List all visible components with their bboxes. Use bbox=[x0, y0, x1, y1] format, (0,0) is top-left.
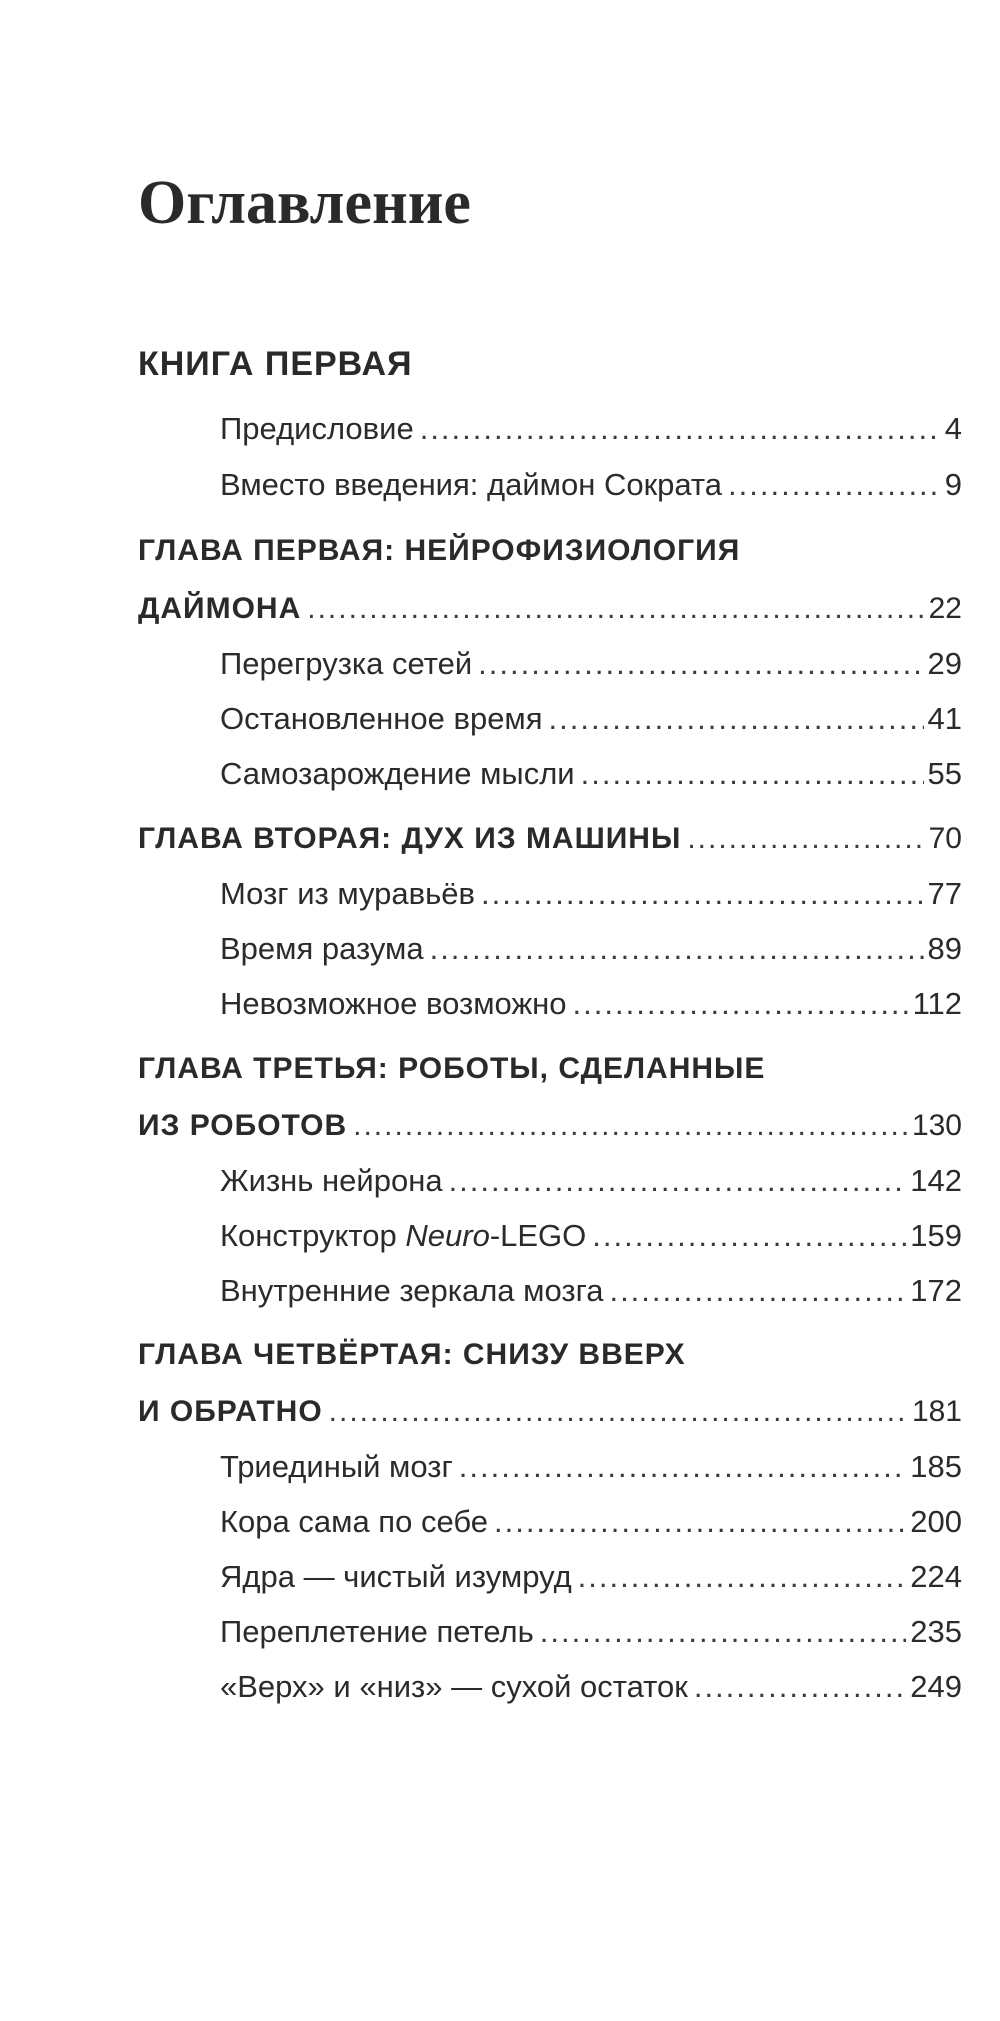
toc-chapter-1[interactable] bbox=[138, 585, 962, 633]
dot-leader bbox=[573, 980, 909, 1028]
page-number: 4 bbox=[944, 411, 962, 446]
entry-label: Остановленное время bbox=[220, 701, 543, 736]
chapter-title-line2: И ОБРАТНО bbox=[138, 1395, 323, 1428]
entry-label-italic: Neuro bbox=[405, 1218, 490, 1253]
page-number: 249 bbox=[910, 1669, 962, 1704]
toc-entry[interactable] bbox=[220, 695, 962, 743]
chapter-title-line2: ИЗ РОБОТОВ bbox=[138, 1109, 348, 1142]
entry-label: «Верх» и «низ» — сухой остаток bbox=[220, 1669, 688, 1704]
page-number: 159 bbox=[910, 1218, 962, 1253]
toc-entry[interactable] bbox=[220, 1663, 962, 1711]
toc-entry-introduction[interactable] bbox=[220, 461, 962, 509]
dot-leader bbox=[459, 1443, 906, 1491]
toc-entry[interactable] bbox=[220, 1267, 962, 1315]
entry-label bbox=[220, 1212, 586, 1260]
chapter-title-line2: ДАЙМОНА bbox=[138, 592, 302, 625]
dot-leader bbox=[728, 461, 941, 509]
chapter-heading-line1 bbox=[138, 1045, 962, 1093]
page-number: 200 bbox=[910, 1504, 962, 1539]
page-number: 172 bbox=[910, 1273, 962, 1308]
chapter-title: ГЛАВА ВТОРАЯ: ДУХ ИЗ МАШИНЫ bbox=[138, 822, 682, 855]
dot-leader bbox=[329, 1388, 908, 1436]
dot-leader bbox=[609, 1267, 906, 1315]
toc-entry[interactable] bbox=[220, 1498, 962, 1546]
dot-leader bbox=[549, 695, 924, 743]
book-heading bbox=[138, 340, 962, 388]
entry-label: Внутренние зеркала мозга bbox=[220, 1273, 604, 1308]
page-number: 41 bbox=[927, 701, 962, 736]
entry-label: Ядра — чистый изумруд bbox=[220, 1559, 572, 1594]
entry-label: Время разума bbox=[220, 931, 424, 966]
dot-leader bbox=[353, 1102, 908, 1150]
entry-label: Жизнь нейрона bbox=[220, 1163, 443, 1198]
entry-label-suffix: -LEGO bbox=[489, 1218, 587, 1253]
entry-label: Триединый мозг bbox=[220, 1449, 453, 1484]
toc-chapter-3[interactable] bbox=[138, 1102, 962, 1150]
page-number: 89 bbox=[927, 931, 962, 966]
dot-leader bbox=[478, 640, 923, 688]
page-title: Оглавление bbox=[138, 169, 471, 237]
page-number: 55 bbox=[927, 756, 962, 791]
chapter-title-line1: ГЛАВА ТРЕТЬЯ: РОБОТЫ, СДЕЛАННЫЕ bbox=[138, 1052, 766, 1085]
toc-chapter-4[interactable] bbox=[138, 1388, 962, 1436]
chapter-heading-line1 bbox=[138, 527, 962, 575]
page-number: 22 bbox=[928, 592, 962, 625]
toc-entry[interactable] bbox=[220, 1608, 962, 1656]
page-number: 77 bbox=[927, 876, 962, 911]
entry-label: Самозарождение мысли bbox=[220, 756, 575, 791]
dot-leader bbox=[592, 1212, 906, 1260]
page-number: 130 bbox=[911, 1109, 962, 1142]
page-number: 142 bbox=[910, 1163, 962, 1198]
dot-leader bbox=[687, 815, 924, 863]
toc-entry[interactable] bbox=[220, 640, 962, 688]
book-label: КНИГА ПЕРВАЯ bbox=[138, 345, 413, 383]
page-number: 185 bbox=[910, 1449, 962, 1484]
page-number: 112 bbox=[912, 986, 962, 1021]
entry-label: Невозможное возможно bbox=[220, 986, 567, 1021]
dot-leader bbox=[540, 1608, 906, 1656]
dot-leader bbox=[481, 870, 924, 918]
entry-label-prefix: Конструктор bbox=[220, 1218, 406, 1253]
page-number: 181 bbox=[911, 1395, 962, 1428]
toc-entry[interactable] bbox=[220, 980, 962, 1028]
toc-chapter-2[interactable] bbox=[138, 815, 962, 863]
toc-entry[interactable] bbox=[220, 925, 962, 973]
entry-label: Вместо введения: даймон Сократа bbox=[220, 467, 723, 502]
entry-label: Перегрузка сетей bbox=[220, 646, 473, 681]
page-number: 29 bbox=[927, 646, 962, 681]
chapter-title-line1: ГЛАВА ПЕРВАЯ: НЕЙРОФИЗИОЛОГИЯ bbox=[138, 534, 741, 567]
toc-entry[interactable] bbox=[220, 1212, 962, 1260]
toc-entry[interactable] bbox=[220, 1443, 962, 1491]
chapter-heading-line1 bbox=[138, 1331, 962, 1379]
toc-entry[interactable] bbox=[220, 750, 962, 798]
toc-entry[interactable] bbox=[220, 870, 962, 918]
dot-leader bbox=[420, 405, 941, 453]
toc-entry-preface[interactable] bbox=[220, 405, 962, 453]
dot-leader bbox=[449, 1157, 907, 1205]
dot-leader bbox=[430, 925, 924, 973]
entry-label: Переплетение петель bbox=[220, 1614, 534, 1649]
page-number: 70 bbox=[928, 822, 962, 855]
page-number: 9 bbox=[944, 467, 962, 502]
dot-leader bbox=[307, 585, 924, 633]
entry-label: Кора сама по себе bbox=[220, 1504, 488, 1539]
dot-leader bbox=[581, 750, 924, 798]
chapter-title-line1: ГЛАВА ЧЕТВЁРТАЯ: СНИЗУ ВВЕРХ bbox=[138, 1338, 686, 1371]
page-number: 235 bbox=[910, 1614, 962, 1649]
dot-leader bbox=[494, 1498, 906, 1546]
dot-leader bbox=[578, 1553, 907, 1601]
toc-entry[interactable] bbox=[220, 1157, 962, 1205]
entry-label: Предисловие bbox=[220, 411, 414, 446]
entry-label: Мозг из муравьёв bbox=[220, 876, 475, 911]
toc-entry[interactable] bbox=[220, 1553, 962, 1601]
dot-leader bbox=[694, 1663, 906, 1711]
page-number: 224 bbox=[910, 1559, 962, 1594]
